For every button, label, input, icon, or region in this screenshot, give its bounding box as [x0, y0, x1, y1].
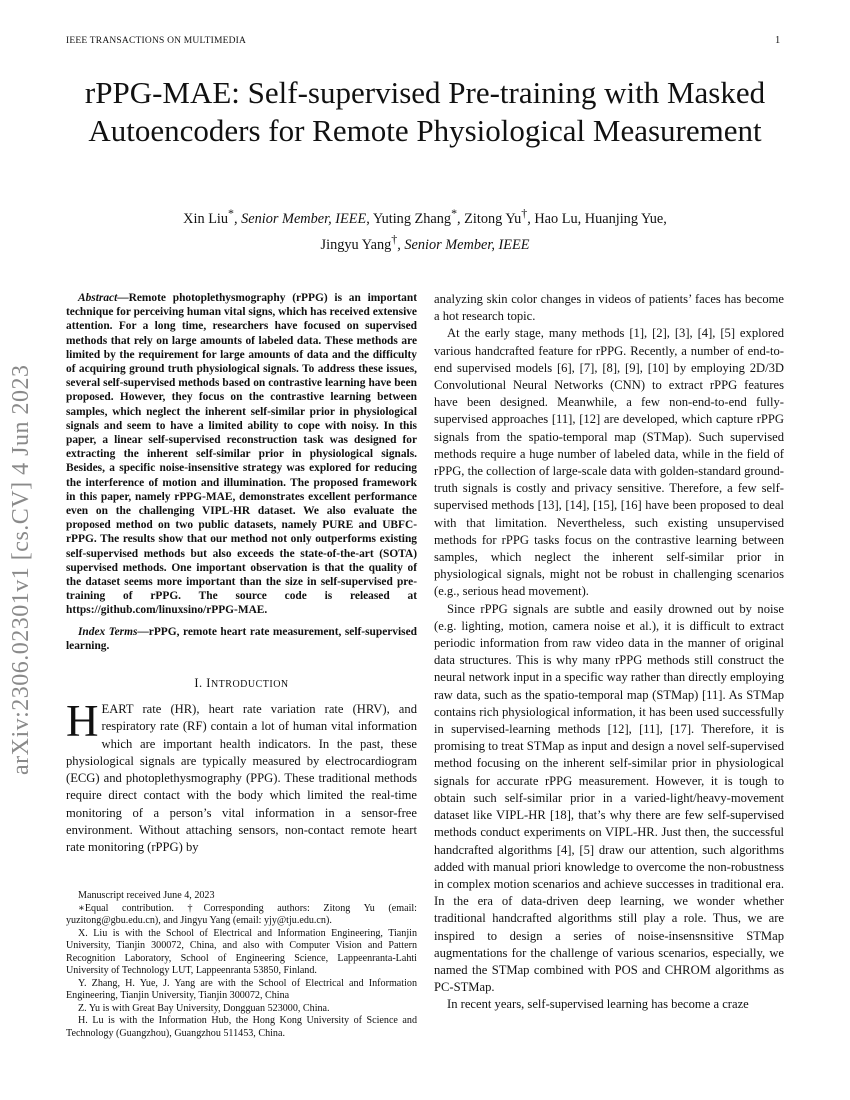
- intro-paragraph: At the early stage, many methods [1], [2], [3], [4], [5] explored various handcrafted feature for rPPG. Recently, a number of end-to-end supervised models [6], [7], [8], [9], [10] by employing 2D/3D Convolutional Neural Networks (CNN) to extract rPPG features have been designed. Meanwhile, a few non-end-to-end fully-supervised approaches [11], [12] are developed, which capture rPPG signals from the spatio-temporal map (STMap). Such supervised methods require a huge number of labeled data, while in the field of rPPG, the collection of large-scale data with golden-standard ground-truth signals is costly and privacy sensitive. Therefore, a few self-supervised methods [13], [14], [15], [16] have been proposed to deal with that limitation. Nevertheless, such existing unsupervised methods for rPPG tasks focus on the contrastive learning between samples, which neglect the inherent self-similar prior in physiological signals, might not be robust in challenging scenarios (e.g., serious head movement).: [434, 326, 784, 599]
- intro-paragraph: In recent years, self-supervised learning has become a craze: [447, 997, 749, 1012]
- author-mark: †: [521, 206, 528, 220]
- footnote: X. Liu is with the School of Electrical and Information Engineering, Tianjin University, Tianjin 300072, China, and also with Computer Vision and Pattern Recognition Laboratory, School of Engineering Science, Lappeenranta-Lahti University of Technology LUT, Lappeenranta 53850, Finland.: [66, 927, 417, 976]
- author-list: [80, 203, 770, 255]
- abstract-label: Abstract: [78, 292, 118, 304]
- left-column: [66, 291, 417, 856]
- index-terms-label: Index Terms: [78, 625, 138, 638]
- drop-cap: H: [66, 696, 99, 747]
- author-name: Xin Liu: [183, 210, 229, 227]
- abstract-text: —Remote photoplethysmography (rPPG) is an important technique for perceiving human vital signs, which has received extensive attention. For a long time, researchers have focused on supervised methods that rely on large amounts of labeled data. These methods are limited by the requirement for large amounts of data and the difficulty of acquiring ground truth physiological signals. To address these issues, several self-supervised methods based on contrastive learning have been proposed. However, they focus on the contrastive learning between samples, which neglect the inherent self-similar prior in physiological signals and seem to have a limited ability to cope with noisy. In this paper, a linear self-supervised reconstruction task was designed for extracting the inherent self-similar prior in physiological signals. Besides, a specific noise-insensitive strategy was explored for reducing the interference of motion and illumination. The proposed framework in this paper, namely rPPG-MAE, demonstrates excellent performance even on the challenging VIPL-HR dataset. We also evaluate the proposed method on two public datasets, namely PURE and UBFC-rPPG. The results show that our method not only outperforms existing self-supervised methods but also exceeds the state-of-the-art (SOTA) supervised methods. One important observation is that the quality of the dataset seems more important than the size in self-supervised pre-training of rPPG. The source code is released at https://github.com/linuxsino/rPPG-MAE.: [66, 292, 417, 617]
- intro-paragraph: HEART rate (HR), heart rate variation rate (HRV), and respiratory rate (RF) contain a lot of human vital information which are important health indicators. In the past, these physiological signals are typically measured by electrocardiogram (ECG) and photoplethysmography (PPG). These traditional methods require direct contact with the body which limited the real-time monitoring of a person’s vital information in a sensor-free environment. Without attaching sensors, non-contact remote heart rate monitoring (rPPG) by: [66, 696, 417, 854]
- author-name: Jingyu Yang: [320, 236, 392, 253]
- abstract: [66, 291, 417, 618]
- running-header: IEEE TRANSACTIONS ON MULTIMEDIA: [66, 36, 247, 46]
- author-name: , Yuting Zhang: [366, 210, 452, 227]
- index-terms-text: —rPPG, remote heart rate measurement, self-supervised learning.: [66, 625, 417, 652]
- author-mark: *: [451, 206, 458, 220]
- author-mark: *: [228, 206, 234, 220]
- author-role: , Senior Member, IEEE: [234, 210, 367, 227]
- footnote: Z. Yu is with Great Bay University, Dongguan 523000, China.: [78, 1002, 330, 1014]
- author-mark: †: [391, 231, 398, 246]
- footnote: Y. Zhang, H. Yue, J. Yang are with the School of Electrical and Information Engineering, Tianjin University, Tianjin 300072, China: [66, 977, 417, 1001]
- author-name: , Hao Lu, Huanjing Yue,: [527, 210, 667, 227]
- right-column: [434, 291, 784, 1014]
- author-name: , Zitong Yu: [457, 210, 522, 227]
- arxiv-stamp: arXiv:2306.02301v1 [cs.CV] 4 Jun 2023: [8, 364, 34, 775]
- page-number: 1: [775, 35, 781, 46]
- paper-title: rPPG-MAE: Self-supervised Pre-training with Masked Autoencoders for Remote Physiological Measurement: [84, 75, 766, 148]
- intro-paragraph: Since rPPG signals are subtle and easily drowned out by noise (e.g. lighting, motion, camera noise et al.), it is difficult to extract periodic information from raw video data in the manner of original data structures. This is why many rPPG methods still construct the neural network input in a specific way rather than directly employing raw data, such as the spatio-temporal map (STMap) [11]. As STMap contains rich physiological information, it has been used successfully in supervised-learning methods [12], [11], [17]. Therefore, it is promising to treat STMap as input and design a novel self-supervised method focusing on the inherent self-similar prior in physiological signals for accurate rPPG measurement. However, it is tough to obtain such self-similar prior in a varied-light/heavy-movement dataset like VIPL-HR [18], that’s why there are few self-supervised methods conduct experiments on VIPL-HR. Just then, the successful handcrafted algorithms [4], [5] draw our attention, such algorithms added with manual priori knowledge to overcome the non-robustness in complex motion scenarios and achieve successes in traditional era. In the era of data-driven deep learning, we wonder whether traditional handcrafted algorithms still play a role. Thus, we are inspired to design a series of noise-insensnsitive STMap augmentations for the challenge of various scenarios, especially, we named the STMap combined with POS and CHROM algorithms as PC-STMap.: [434, 601, 784, 995]
- footnote: Manuscript received June 4, 2023: [78, 890, 215, 901]
- section-heading: I. INTRODUCTION: [194, 676, 289, 691]
- footnotes: [66, 890, 417, 1040]
- index-terms: [66, 625, 417, 653]
- footnote: ∗Equal contribution. †Corresponding authors: Zitong Yu (email: yuzitong@gbu.edu.cn), and Jingyu Yang (email: yjy@tju.edu.cn).: [66, 902, 417, 926]
- author-role: , Senior Member, IEEE: [397, 236, 530, 253]
- footnote: H. Lu is with the Information Hub, the Hong Kong University of Science and Technology (Guangzhou), Guangzhou 511453, China.: [66, 1015, 417, 1039]
- intro-paragraph-continued: analyzing skin color changes in videos of patients’ faces has become a hot research topic.: [434, 292, 784, 324]
